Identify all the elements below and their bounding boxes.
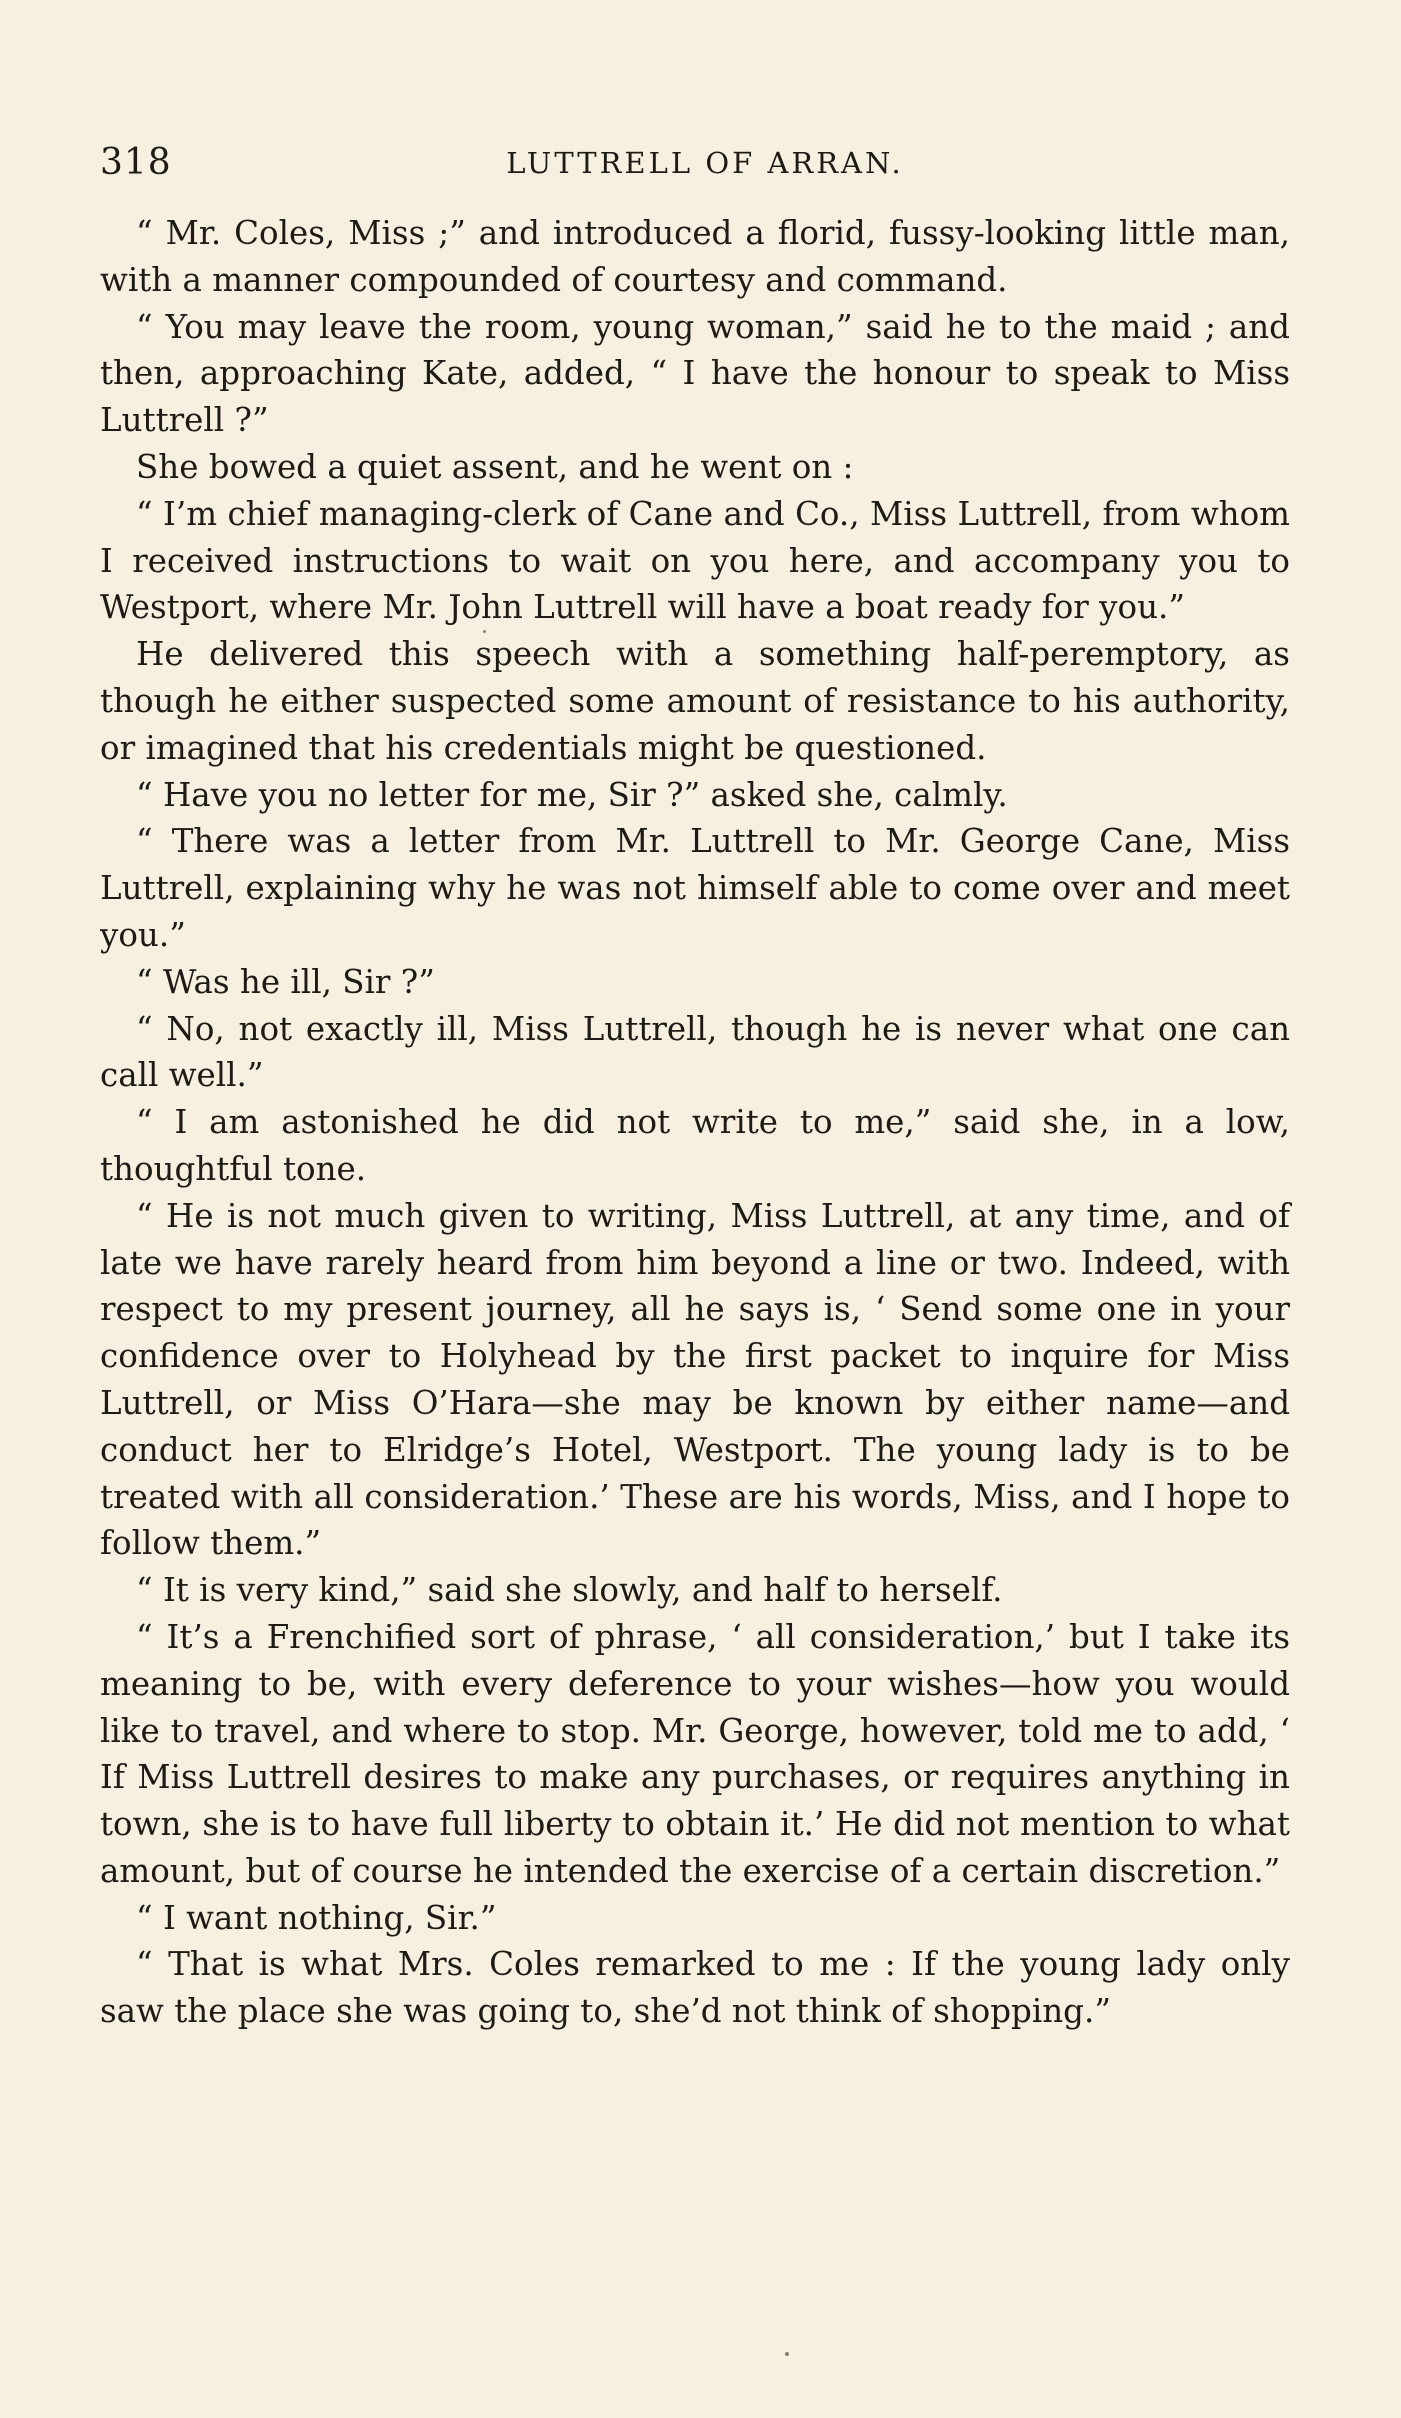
paragraph: “ There was a letter from Mr. Luttrell to Mr. George Cane, Miss Luttrell, explaining why he was not himself able to come over and meet you.” [100,822,1290,954]
paragraph: “ No, not exactly ill, Miss Luttrell, though he is never what one can call well.” [100,1009,1290,1095]
paragraph: “ He is not much given to writing, Miss Luttrell, at any time, and of late we have rarely heard from him beyond a line or two. Indeed, with respect to my present journey, all he says is, ‘ Send some one in your confidence over to Holyhead by the first packet to inquire for Miss Luttrell, or Miss O’Hara—she may be known by either name—and conduct her to Elridge’s Hotel, Westport. The young lady is to be treated with all consideration.’ These are his words, Miss, and I hope to follow them.” [100,1196,1290,1563]
paragraph: “ Have you no letter for me, Sir ?” asked she, calmly. [136,775,1008,814]
paragraph: “ It is very kind,” said she slowly, and half to herself. [136,1571,1003,1610]
paragraph: “ Mr. Coles, Miss ;” and introduced a florid, fussy-looking little man, with a manner compounded of courtesy and command. [100,214,1290,299]
paragraph: “ Was he ill, Sir ?” [136,962,435,1001]
paper-speck [785,2352,789,2356]
paper-speck [483,630,486,633]
paragraph: “ You may leave the room, young woman,” said he to the maid ; and then, approaching Kate, added, “ I have the honour to speak to Miss Luttrell ?” [100,307,1290,440]
running-title: LUTTRELL OF ARRAN. [506,146,904,180]
body-text [100,210,1290,2035]
paragraph: “ I am astonished he did not write to me,” said she, in a low, thoughtful tone. [100,1103,1290,1188]
paragraph: “ It’s a Frenchified sort of phrase, ‘ all consideration,’ but I take its meaning to be, with every deference to your wishes—how you would like to travel, and where to stop. Mr. George, however, told me to add, ‘ If Miss Luttrell desires to make any purchases, or requires anything in town, she is to have full liberty to obtain it.’ He did not mention to what amount, but of course he intended the exercise of a certain discretion.” [100,1617,1290,1890]
page-number: 318 [100,142,172,183]
paragraph: “ I’m chief managing-clerk of Cane and Co., Miss Luttrell, from whom I received instructions to wait on you here, and accompany you to Westport, where Mr. John Luttrell will have a boat ready for you.” [100,494,1290,627]
paragraph: She bowed a quiet assent, and he went on : [136,447,854,486]
running-head [100,142,1290,190]
paragraph: He delivered this speech with a something half-peremptory, as though he either suspected some amount of resistance to his authority, or imagined that his credentials might be questioned. [100,635,1290,767]
paragraph: “ I want nothing, Sir.” [136,1898,497,1937]
paragraph: “ That is what Mrs. Coles remarked to me : If the young lady only saw the place she was going to, she’d not think of shopping.” [100,1945,1290,2031]
